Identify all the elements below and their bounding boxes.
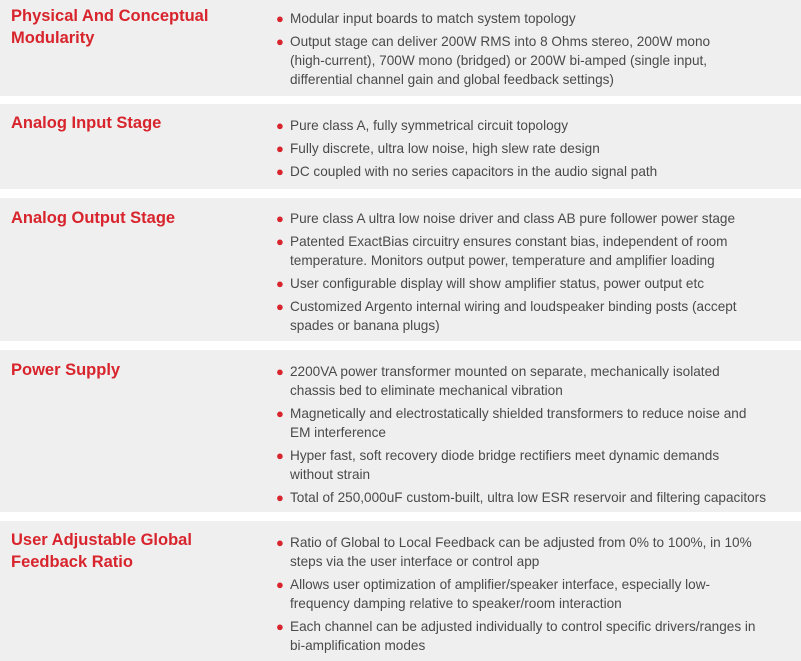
bullet-icon: ● xyxy=(276,164,284,179)
list-item xyxy=(274,274,797,293)
bullet-icon: ● xyxy=(276,276,284,291)
list-item xyxy=(274,404,797,442)
item-line: Magnetically and electrostatically shielded transformers to reduce noise and xyxy=(290,406,747,421)
section-title xyxy=(11,359,261,381)
item-line: bi-amplification modes xyxy=(290,638,426,653)
list-item xyxy=(274,139,797,158)
item-line: Fully discrete, ultra low noise, high slew rate design xyxy=(290,141,600,156)
title-line: Modularity xyxy=(11,29,95,47)
section-feedback-ratio xyxy=(0,521,801,661)
item-line: Patented ExactBias circuitry ensures constant bias, independent of room xyxy=(290,234,728,249)
item-line: Each channel can be adjusted individually to control specific drivers/ranges in xyxy=(290,619,756,634)
item-line: chassis bed to eliminate mechanical vibration xyxy=(290,383,563,398)
bullet-icon: ● xyxy=(276,141,284,156)
bullet-icon: ● xyxy=(276,490,284,505)
item-line: (high-current), 700W mono (bridged) or 200W bi-amped (single input, xyxy=(290,53,708,68)
item-line: temperature. Monitors output power, temperature and amplifier loading xyxy=(290,253,715,268)
section-title xyxy=(11,207,261,229)
list-item xyxy=(274,9,797,28)
bullet-icon: ● xyxy=(276,299,284,314)
title-line: Analog Output Stage xyxy=(11,209,176,227)
bullet-icon: ● xyxy=(276,448,284,463)
bullet-icon: ● xyxy=(276,211,284,226)
bullet-icon: ● xyxy=(276,406,284,421)
item-line: Pure class A, fully symmetrical circuit topology xyxy=(290,118,569,133)
section-analog-output xyxy=(0,198,801,341)
feature-list xyxy=(274,533,797,659)
feature-list xyxy=(274,209,797,339)
list-item xyxy=(274,232,797,270)
section-title xyxy=(11,112,261,134)
list-item xyxy=(274,617,797,655)
section-title xyxy=(11,529,261,573)
bullet-icon: ● xyxy=(276,11,284,26)
title-line: Feedback Ratio xyxy=(11,553,133,571)
item-line: Output stage can deliver 200W RMS into 8 Ohms stereo, 200W mono xyxy=(290,34,711,49)
item-line: Modular input boards to match system topology xyxy=(290,11,576,26)
title-line: Analog Input Stage xyxy=(11,114,162,132)
item-line: steps via the user interface or control app xyxy=(290,554,540,569)
list-item xyxy=(274,488,797,507)
title-line: Power Supply xyxy=(11,361,121,379)
item-line: 2200VA power transformer mounted on separate, mechanically isolated xyxy=(290,364,720,379)
bullet-icon: ● xyxy=(276,234,284,249)
section-title xyxy=(11,5,261,49)
item-line: without strain xyxy=(290,467,371,482)
item-line: differential channel gain and global feedback settings) xyxy=(290,72,614,87)
title-line: User Adjustable Global xyxy=(11,531,192,549)
bullet-icon: ● xyxy=(276,34,284,49)
item-line: Ratio of Global to Local Feedback can be adjusted from 0% to 100%, in 10% xyxy=(290,535,752,550)
list-item xyxy=(274,116,797,135)
item-line: Hyper fast, soft recovery diode bridge rectifiers meet dynamic demands xyxy=(290,448,720,463)
list-item xyxy=(274,575,797,613)
list-item xyxy=(274,362,797,400)
feature-list xyxy=(274,362,797,511)
list-item xyxy=(274,32,797,89)
bullet-icon: ● xyxy=(276,577,284,592)
bullet-icon: ● xyxy=(276,364,284,379)
section-analog-input xyxy=(0,104,801,189)
section-physical-modularity xyxy=(0,0,801,96)
list-item xyxy=(274,297,797,335)
bullet-icon: ● xyxy=(276,118,284,133)
list-item xyxy=(274,162,797,181)
item-line: frequency damping relative to speaker/room interaction xyxy=(290,596,622,611)
list-item xyxy=(274,446,797,484)
item-line: User configurable display will show amplifier status, power output etc xyxy=(290,276,705,291)
feature-list xyxy=(274,116,797,185)
list-item xyxy=(274,533,797,571)
bullet-icon: ● xyxy=(276,535,284,550)
section-power-supply xyxy=(0,350,801,512)
item-line: Customized Argento internal wiring and loudspeaker binding posts (accept xyxy=(290,299,737,314)
bullet-icon: ● xyxy=(276,619,284,634)
feature-list xyxy=(274,9,797,93)
item-line: EM interference xyxy=(290,425,386,440)
item-line: Total of 250,000uF custom-built, ultra low ESR reservoir and filtering capacitors xyxy=(290,490,766,505)
item-line: Pure class A ultra low noise driver and class AB pure follower power stage xyxy=(290,211,736,226)
list-item xyxy=(274,209,797,228)
item-line: Allows user optimization of amplifier/speaker interface, especially low- xyxy=(290,577,711,592)
item-line: spades or banana plugs) xyxy=(290,318,440,333)
title-line: Physical And Conceptual xyxy=(11,7,209,25)
item-line: DC coupled with no series capacitors in the audio signal path xyxy=(290,164,658,179)
